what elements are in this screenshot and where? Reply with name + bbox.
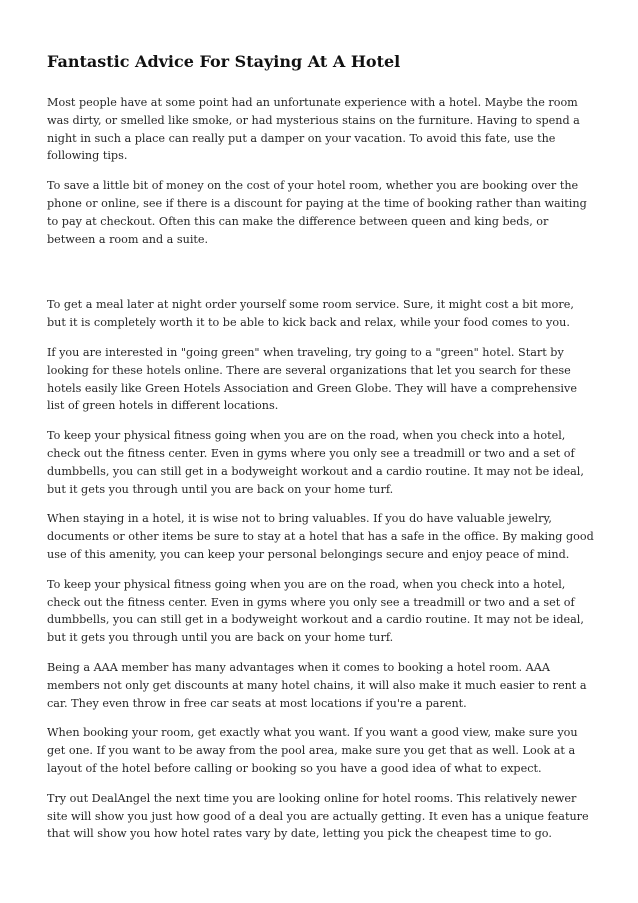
paragraph-green-hotel: If you are interested in "going green" when traveling, try going to a "green" hotel. Start by looking for these hotels online. There are several organizations that let you search for these hotels easily like Green Hotels Association and Green Globe. They will have a comprehensive list of green hotels in different locations.: [47, 345, 577, 413]
document-title: Fantastic Advice For Staying At A Hotel: [47, 52, 401, 71]
blank-gap: [47, 260, 595, 296]
paragraph-fitness-repeat: To keep your physical fitness going when you are on the road, when you check into a hotel, check out the fitness center. Even in gyms where you only see a treadmill or two and a set of dumbbells, you can still get in a bodyweight workout and a cardio routine. It may not be ideal, but it gets you through until you are back on your home turf.: [47, 577, 584, 645]
paragraph-dealangel: Try out DealAngel the next time you are looking online for hotel rooms. This relatively newer site will show you just how good of a deal you are actually getting. It even has a unique feature that will show you how hotel rates vary by date, letting you pick the cheapest time to go.: [47, 791, 589, 841]
document-page: [47, 0, 595, 855]
paragraph-aaa: Being a AAA member has many advantages when it comes to booking a hotel room. AAA members not only get discounts at many hotel chains, it will also make it much easier to rent a car. They even throw in free car seats at most locations if you're a parent.: [47, 660, 587, 710]
paragraph-booking: When booking your room, get exactly what you want. If you want a good view, make sure you get one. If you want to be away from the pool area, make sure you get that as well. Look at a layout of the hotel before calling or booking so you have a good idea of what to expect.: [47, 726, 578, 775]
paragraph-valuables: When staying in a hotel, it is wise not to bring valuables. If you do have valuable jewelry, documents or other items be sure to stay at a hotel that has a safe in the office. By making good use of this amenity, you can keep your personal belongings secure and enjoy peace of mind.: [47, 512, 594, 561]
paragraph-intro: Most people have at some point had an unfortunate experience with a hotel. Maybe the room was dirty, or smelled like smoke, or had mysterious stains on the furniture. Having to spend a night in such a place can really put a damper on your vacation. To avoid this fate, use the following tips.: [47, 96, 580, 163]
paragraph-fitness: To keep your physical fitness going when you are on the road, when you check into a hotel, check out the fitness center. Even in gyms where you only see a treadmill or two and a set of dumbbells, you can still get in a bodyweight workout and a cardio routine. It may not be ideal, but it gets you through until you are back on your home turf.: [47, 429, 584, 496]
paragraph-room-service: To get a meal later at night order yourself some room service. Sure, it might cost a bit more, but it is completely worth it to be able to kick back and relax, while your food comes to you.: [47, 298, 574, 330]
document-body: [47, 94, 595, 843]
paragraph-discount: To save a little bit of money on the cost of your hotel room, whether you are booking over the phone or online, see if there is a discount for paying at the time of booking rather than waiting to pay at checkout. Often this can make the difference between queen and king beds, or between a room and a suite.: [47, 179, 587, 246]
